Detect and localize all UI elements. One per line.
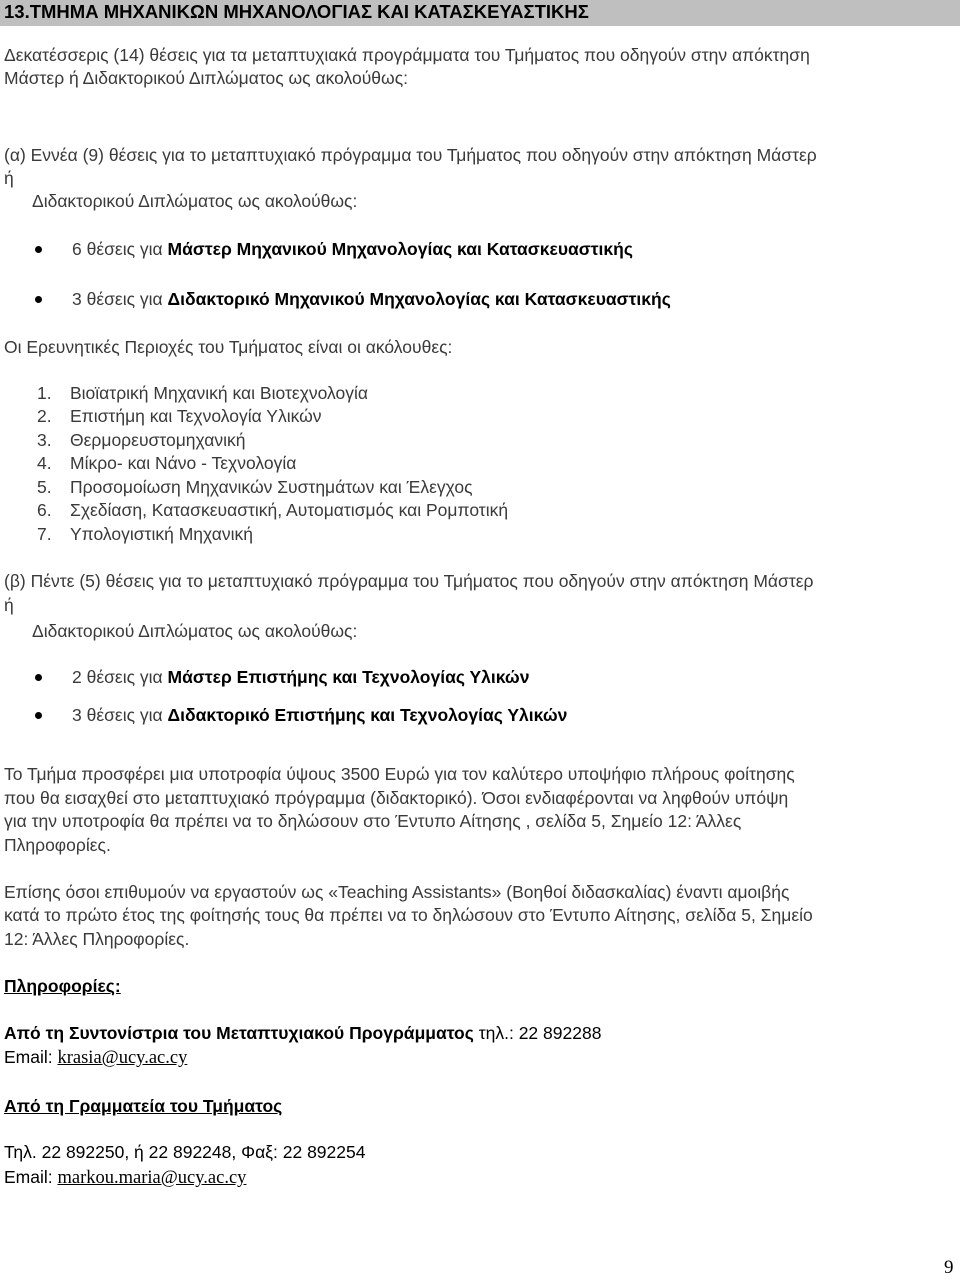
- intro-line-2: Μάστερ ή Διδακτορικού Διπλώματος ως ακολούθως:: [4, 68, 409, 88]
- research-item: Θερμορευστομηχανική: [70, 430, 246, 450]
- section-b-bullet-2: 3 θέσεις για Διδακτορικό Επιστήμης και Τεχνολογίας Υλικών: [72, 705, 568, 725]
- scholarship-line-4: Πληροφορίες.: [4, 835, 111, 855]
- research-title: Οι Ερευνητικές Περιοχές του Τμήματος είναι οι ακόλουθες:: [4, 337, 453, 357]
- section-a-line-2: ή: [4, 168, 14, 188]
- scholarship-line-3: για την υποτροφία θα πρέπει να το δηλώσουν στο Έντυπο Αίτησης , σελίδα 5, Σημείο 12: Άλλες: [4, 811, 742, 831]
- secretariat-email-link[interactable]: markou.maria@ucy.ac.cy: [57, 1168, 247, 1188]
- research-item-num: 7.: [37, 524, 52, 544]
- research-item: Προσομοίωση Μηχανικών Συστημάτων και Έλεγχος: [70, 477, 473, 497]
- bullet-icon: [35, 712, 42, 719]
- section-a-bullet-1: 6 θέσεις για Μάστερ Μηχανικού Μηχανολογίας και Κατασκευαστικής: [72, 239, 633, 259]
- research-item-num: 5.: [37, 477, 52, 497]
- bullet-icon: [35, 296, 42, 303]
- section-a-bullet-2: 3 θέσεις για Διδακτορικό Μηχανικού Μηχανολογίας και Κατασκευαστικής: [72, 289, 671, 309]
- page-number: 9: [944, 1257, 954, 1278]
- scholarship-line-1: Το Τμήμα προσφέρει μια υποτροφία ύψους 3500 Ευρώ για τον καλύτερο υποψήφιο πλήρους φοίτησης: [4, 764, 795, 784]
- research-item: Μίκρο- και Νάνο - Τεχνολογία: [70, 453, 297, 473]
- section-b-line-3: Διδακτορικού Διπλώματος ως ακολούθως:: [32, 621, 358, 641]
- section-a-line-3: Διδακτορικού Διπλώματος ως ακολούθως:: [32, 191, 358, 211]
- bullet-icon: [35, 674, 42, 681]
- research-item-num: 6.: [37, 500, 52, 520]
- section-b-bullet-1: 2 θέσεις για Μάστερ Επιστήμης και Τεχνολογίας Υλικών: [72, 667, 530, 687]
- research-item-num: 4.: [37, 453, 52, 473]
- info-title: Πληροφορίες:: [4, 976, 121, 996]
- secretariat-phone: Τηλ. 22 892250, ή 22 892248, Φαξ: 22 892254: [4, 1142, 366, 1162]
- secretariat-title: Από τη Γραμματεία του Τμήματος: [4, 1096, 283, 1116]
- assistants-line-3: 12: Άλλες Πληροφορίες.: [4, 929, 190, 949]
- assistants-line-1: Επίσης όσοι επιθυμούν να εργαστούν ως «Teaching Assistants» (Βοηθοί διδασκαλίας) έναντι αμοιβής: [4, 882, 790, 902]
- section-b-line-1: (β) Πέντε (5) θέσεις για το μεταπτυχιακό πρόγραμμα του Τμήματος που οδηγούν στην απόκτηση Μάστερ: [4, 571, 814, 591]
- coordinator-email-line: Email: krasia@ucy.ac.cy: [4, 1047, 188, 1068]
- intro-line-1: Δεκατέσσερις (14) θέσεις για τα μεταπτυχιακά προγράμματα του Τμήματος που οδηγούν στην απόκτηση: [4, 45, 810, 65]
- research-item-num: 3.: [37, 430, 52, 450]
- assistants-line-2: κατά το πρώτο έτος της φοίτησής τους θα πρέπει να το δηλώσουν στο Έντυπο Αίτησης, σελίδα 5, Σημείο: [4, 905, 813, 925]
- section-a-line-1: (α) Εννέα (9) θέσεις για το μεταπτυχιακό πρόγραμμα του Τμήματος που οδηγούν στην απόκτηση Μάστερ: [4, 145, 817, 165]
- research-item: Υπολογιστική Μηχανική: [70, 524, 253, 544]
- coordinator-line: Από τη Συντονίστρια του Μεταπτυχιακού Προγράμματος τηλ.: 22 892288: [4, 1023, 602, 1043]
- research-item-num: 1.: [37, 383, 52, 403]
- research-item: Βιοϊατρική Μηχανική και Βιοτεχνολογία: [70, 383, 368, 403]
- coordinator-email-link[interactable]: krasia@ucy.ac.cy: [57, 1048, 188, 1068]
- research-item-num: 2.: [37, 406, 52, 426]
- secretariat-email-line: Email: markou.maria@ucy.ac.cy: [4, 1167, 247, 1188]
- section-heading: 13.ΤΜΗΜΑ ΜΗΧΑΝΙΚΩΝ ΜΗΧΑΝΟΛΟΓΙΑΣ ΚΑΙ ΚΑΤΑΣΚΕΥΑΣΤΙΚΗΣ: [4, 1, 589, 22]
- scholarship-line-2: που θα εισαχθεί στο μεταπτυχιακό πρόγραμμα (διδακτορικό). Όσοι ενδιαφέρονται να ληφθούν υπόψη: [4, 788, 789, 808]
- section-b-line-2: ή: [4, 595, 14, 615]
- research-item: Επιστήμη και Τεχνολογία Υλικών: [70, 406, 322, 426]
- bullet-icon: [35, 246, 42, 253]
- research-item: Σχεδίαση, Κατασκευαστική, Αυτοματισμός και Ρομποτική: [70, 500, 509, 520]
